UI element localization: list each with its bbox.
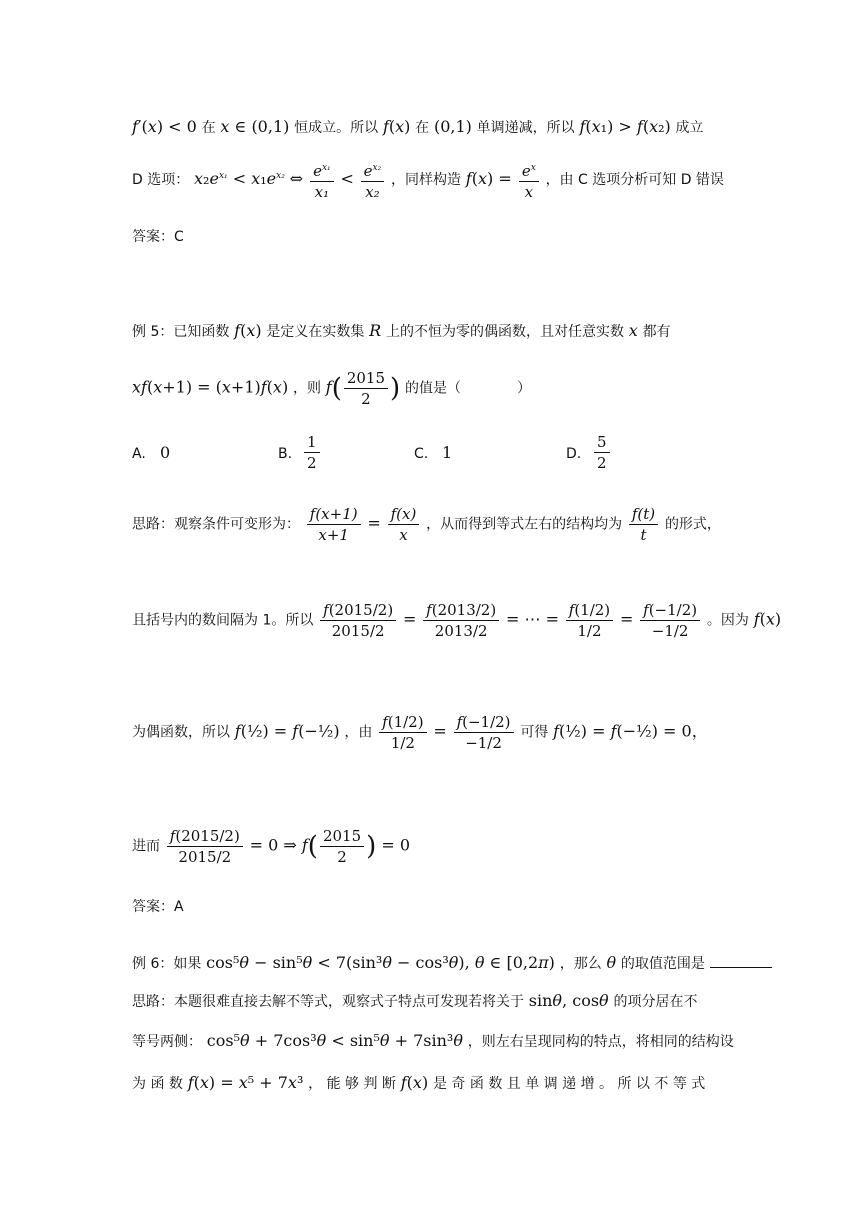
text: ，则 bbox=[292, 380, 321, 397]
text: 进而 bbox=[132, 838, 160, 855]
fraction: $\frac{f(1/2)}{1/2}$ bbox=[566, 600, 613, 641]
text: 思路：本题很难直接去解不等式，观察式子特点可发现若将关于 bbox=[132, 994, 524, 1010]
fraction: $\frac{2015}{2}$ bbox=[320, 826, 364, 867]
text: ，则左右呈现同构的特点，将相同的结构设 bbox=[467, 1034, 734, 1050]
text: 的取值范围是 bbox=[620, 956, 705, 972]
text: 在 bbox=[201, 120, 216, 136]
text: ，由 C 选项分析可知 D 错误 bbox=[545, 172, 724, 188]
fraction: $\frac{e^{x_2}}{\text{x₂}}$ bbox=[361, 158, 385, 202]
text: ，由 bbox=[344, 724, 373, 741]
option-c-label: C. bbox=[414, 446, 429, 462]
text: 为 函 数 bbox=[132, 1076, 183, 1092]
text: 为偶函数，所以 bbox=[132, 724, 230, 741]
text: 都有 bbox=[642, 324, 671, 340]
solution-6-line-2: 等号两侧： cos⁵θ + 7cos³θ < sin⁵θ + 7sin³θ ，则左右呈现同构的特点，将相同的结构设 bbox=[132, 1031, 734, 1050]
option-a-value: 0 bbox=[160, 443, 171, 462]
option-d-label: D. bbox=[566, 446, 582, 462]
text: 单调递减，所以 bbox=[476, 120, 575, 136]
text: 思路：观察条件可变形为： bbox=[132, 516, 300, 533]
text: ， 能 够 判 断 bbox=[308, 1076, 396, 1092]
fraction: $\frac{e^x}{x}$ bbox=[519, 158, 539, 202]
text: D 选项： bbox=[132, 172, 190, 188]
text: 是定义在实数集 bbox=[266, 324, 365, 340]
fraction: $\frac{f(-1/2)}{-1/2}$ bbox=[454, 712, 514, 753]
option-a-label: A. bbox=[132, 446, 146, 462]
solution-5-line-3: 为偶函数，所以 f(½) = f(−½) ，由 $\frac{f(1/2)}{1/2}$ = $\frac{f(-1/2)}{-1/2}$ 可得 f(½) = f(−½) = 0， bbox=[132, 713, 708, 752]
option-b-fraction: $\frac{1}{2}$ bbox=[304, 432, 320, 473]
text: 例 5：已知函数 bbox=[132, 324, 230, 340]
option-d-fraction: $\frac{5}{2}$ bbox=[594, 432, 610, 473]
text-line-2: D 选项： $x_2e^{x_1} < x_1e^{x_2}$ ⇔ $\frac{e^{x_1}}{\text{x₁}}$ < $\frac{e^{x_2}}{\text{x₂}}$ ，同样构造 f(x) = $\frac{e^x}{x}$ ，由 C 选项分析可知 D 错误 bbox=[132, 158, 732, 202]
text: 在 bbox=[415, 120, 430, 136]
fraction: $\frac{f(x+1)}{x+1}$ bbox=[307, 504, 361, 545]
text: 的项分居在不 bbox=[613, 994, 698, 1010]
text: 是 奇 函 数 且 单 调 递 增 。 所 以 不 等 式 bbox=[432, 1076, 706, 1092]
text: 成立 bbox=[675, 120, 704, 136]
text: 的形式， bbox=[664, 516, 721, 533]
fraction: $\frac{e^{x_1}}{\text{x₁}}$ bbox=[310, 158, 334, 202]
fraction: $\frac{2015}{2}$ bbox=[344, 368, 388, 409]
text: ，那么 bbox=[559, 956, 602, 972]
fraction: $\frac{f(x)}{x}$ bbox=[388, 504, 420, 545]
text: 。因为 bbox=[706, 612, 749, 629]
example-6-line: 例 6：如果 cos⁵θ − sin⁵θ < 7(sin³θ − cos³θ), θ ∈ [0,2π) ，那么 θ 的取值范围是 bbox=[132, 952, 732, 975]
fraction: $\frac{f(t)}{t}$ bbox=[629, 504, 658, 545]
solution-5-line-2: 且括号内的数间隔为 1。所以 $\frac{f(2015/2)}{2015/2}$ = $\frac{f(2013/2)}{2013/2}$ = ⋯ = $\frac{f(1/2)}{1/2}$ = $\frac{f(-1/2)}{-1/2}$ 。因为 f(x) bbox=[132, 601, 782, 640]
fraction: $\frac{f(2015/2)}{2015/2}$ bbox=[167, 826, 243, 867]
option-c-value: 1 bbox=[442, 443, 453, 462]
text: 且括号内的数间隔为 1。所以 bbox=[132, 612, 314, 629]
text: 可得 bbox=[520, 724, 549, 741]
text: ，从而得到等式左右的结构均为 bbox=[426, 516, 623, 533]
fraction: $\frac{f(2013/2)}{2013/2}$ bbox=[423, 600, 499, 641]
text-line-1: f′(x) < 0 在 x ∈ (0,1) 恒成立。所以 f(x) 在 (0,1) 单调递减，所以 f(x₁) > f(x₂) 成立 bbox=[132, 117, 704, 136]
option-b-label: B. bbox=[278, 446, 293, 462]
solution-6-line-1: 思路：本题很难直接去解不等式，观察式子特点可发现若将关于 sinθ, cosθ 的项分居在不 bbox=[132, 991, 698, 1010]
answer-line: 答案：C bbox=[132, 229, 184, 245]
text: 例 6：如果 bbox=[132, 956, 202, 972]
solution-5-line-4: 进而 $\frac{f(2015/2)}{2015/2}$ = 0 ⇒ f( $\frac{2015}{2}$ ) = 0 bbox=[132, 827, 411, 866]
text: ，同样构造 bbox=[391, 172, 461, 188]
fraction: $\frac{f(1/2)}{1/2}$ bbox=[379, 712, 426, 753]
fraction: $\frac{f(-1/2)}{-1/2}$ bbox=[640, 600, 700, 641]
example-5-line-2: xf(x+1) = (x+1)f(x) ，则 f( $\frac{2015}{2}$ ) 的值是（ ） bbox=[132, 369, 531, 408]
text: 的值是（ ） bbox=[404, 380, 531, 397]
text: 恒成立。所以 bbox=[294, 120, 379, 136]
answer-blank[interactable] bbox=[710, 953, 772, 968]
text: 上的不恒为零的偶函数，且对任意实数 bbox=[385, 324, 624, 340]
example-5-line-1: 例 5：已知函数 f(x) 是定义在实数集 R 上的不恒为零的偶函数，且对任意实数 x 都有 bbox=[132, 321, 671, 340]
answer-line: 答案：A bbox=[132, 899, 184, 915]
solution-5-line-1: 思路：观察条件可变形为： $\frac{f(x+1)}{x+1}$ = $\frac{f(x)}{x}$ ，从而得到等式左右的结构均为 $\frac{f(t)}{t}$ 的形式， bbox=[132, 505, 721, 544]
fraction: $\frac{f(2015/2)}{2015/2}$ bbox=[320, 600, 396, 641]
solution-6-line-3: 为 函 数 f(x) = x⁵ + 7x³ ， 能 够 判 断 f(x) 是 奇 函 数 且 单 调 递 增 。 所 以 不 等 式 bbox=[132, 1073, 706, 1092]
text: 等号两侧： bbox=[132, 1034, 202, 1050]
